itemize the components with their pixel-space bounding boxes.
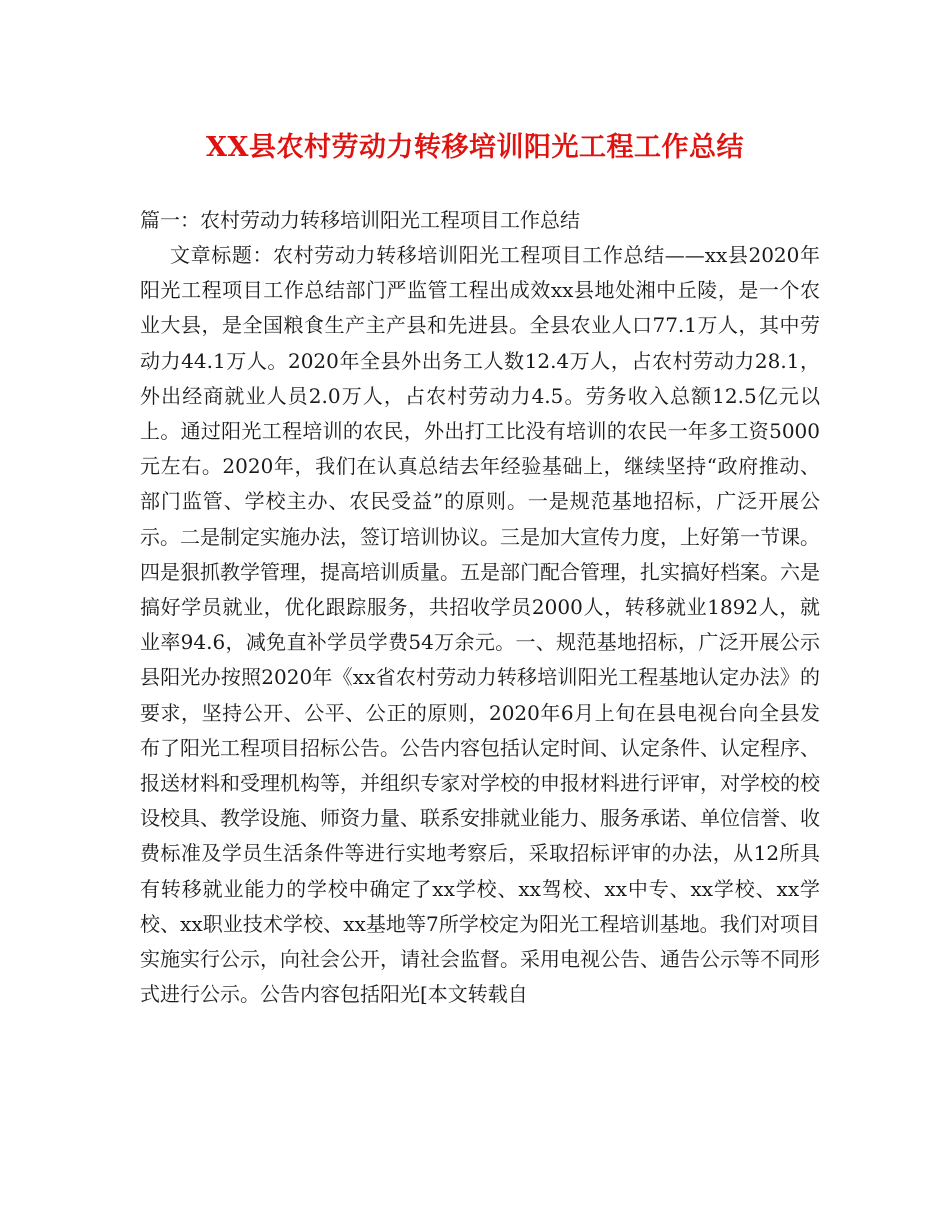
section-heading: 篇一：农村劳动力转移培训阳光工程项目工作总结 (140, 208, 580, 232)
body-paragraph: 文章标题：农村劳动力转移培训阳光工程项目工作总结——xx县2020年阳光工程项目工作总结部门严监管工程出成效xx县地处湘中丘陵，是一个农业大县，是全国粮食生产主产县和先进县。全县农业人口77.1万人，其中劳动力44.1万人。2020年全县外出务工人数12.4万人，占农村劳动力28.1，外出经商就业人员2.0万人，占农村劳动力4.5。劳务收入总额12.5亿元以上。通过阳光工程培训的农民，外出打工比没有培训的农民一年多工资5000元左右。2020年，我们在认真总结去年经验基础上，继续坚持“政府推动、部门监管、学校主办、农民受益”的原则。一是规范基地招标，广泛开展公示。二是制定实施办法，签订培训协议。三是加大宣传力度，上好第一节课。四是狠抓教学管理，提高培训质量。五是部门配合管理，扎实搞好档案。六是搞好学员就业，优化跟踪服务，共招收学员2000人，转移就业1892人，就业率94.6，减免直补学员学费54万余元。一、规范基地招标，广泛开展公示县阳光办按照2020年《xx省农村劳动力转移培训阳光工程基地认定办法》的要求，坚持公开、公平、公正的原则，2020年6月上旬在县电视台向全县发布了阳光工程项目招标公告。公告内容包括认定时间、认定条件、认定程序、报送材料和受理机构等，并组织专家对学校的申报材料进行评审，对学校的校设校具、教学设施、师资力量、联系安排就业能力、服务承诺、单位信誉、收费标准及学员生活条件等进行实地考察后，采取招标评审的办法，从12所具有转移就业能力的学校中确定了xx学校、xx驾校、xx中专、xx学校、xx学校、xx职业技术学校、xx基地等7所学校定为阳光工程培训基地。我们对项目实施实行公示，向社会公开，请社会监督。采用电视公告、通告公示等不同形式进行公示。公告内容包括阳光[本文转载自 (140, 243, 820, 1007)
document-title: XX县农村劳动力转移培训阳光工程工作总结 (206, 132, 744, 163)
